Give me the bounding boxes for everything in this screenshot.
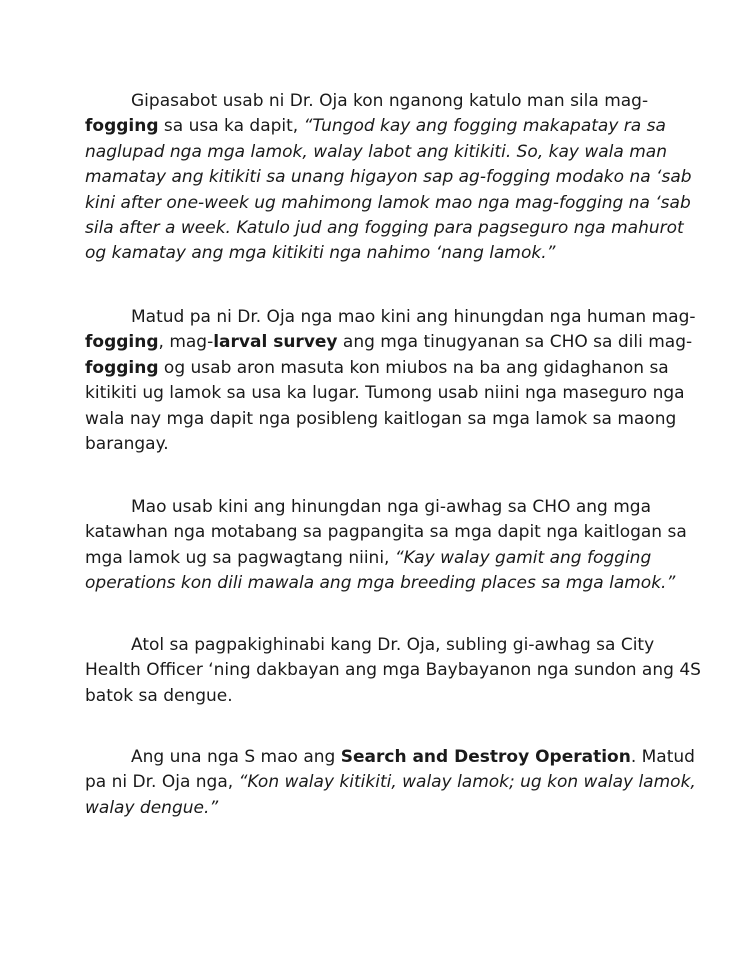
- line: [85, 241, 695, 266]
- line: [85, 114, 695, 139]
- text-run: Gipasabot usab ni Dr. Oja kon nganong katulo man sila mag-: [131, 91, 649, 111]
- line: [85, 191, 695, 216]
- bold-term: fogging: [85, 332, 159, 353]
- quote-text: naglupad nga mga lamok, walay labot ang kitikiti. So, kay wala man: [85, 141, 667, 162]
- quote-text: “Tungod kay ang fogging makapatay ra sa: [303, 116, 666, 137]
- line: [85, 356, 695, 381]
- quote-text: operations kon dili mawala ang mga breeding places sa mga lamok.”: [85, 573, 676, 594]
- text-run: Ang una nga S mao ang: [131, 747, 341, 767]
- line: [85, 684, 695, 709]
- text-run: pa ni Dr. Oja nga,: [85, 772, 239, 793]
- bold-term: larval survey: [213, 332, 338, 353]
- text-run: mga lamok ug sa pagwagtang niini,: [85, 547, 395, 568]
- quote-text: kini after one-week ug mahimong lamok mao nga mag-fogging na ‘sab: [85, 192, 691, 213]
- bold-term: fogging: [85, 357, 159, 378]
- line: [85, 633, 695, 658]
- bold-term: fogging: [85, 116, 159, 137]
- text-run: Health Officer ‘ning dakbayan ang mga Baybayanon nga sundon ang 4S: [85, 660, 701, 681]
- text-run: ang mga tinugyanan sa CHO sa dili mag-: [337, 332, 693, 353]
- line: [85, 305, 695, 330]
- line: [85, 520, 695, 545]
- text-run: kitikiti ug lamok sa usa ka lugar. Tumong usab niini nga maseguro nga: [85, 383, 685, 404]
- line: [85, 381, 695, 406]
- quote-text: og kamatay ang mga kitikiti nga nahimo ‘nang lamok.”: [85, 243, 556, 264]
- line: [85, 330, 695, 355]
- paragraph-2: [85, 305, 695, 457]
- line: [85, 770, 695, 795]
- line: [85, 165, 695, 190]
- text-run: wala nay mga dapit nga posibleng kaitlogan sa mga lamok sa maong: [85, 408, 677, 429]
- quote-text: “Kay walay gamit ang fogging: [394, 547, 652, 568]
- line: [85, 407, 695, 432]
- text-run: sa usa ka dapit,: [158, 116, 304, 137]
- text-run: . Matud: [630, 747, 695, 767]
- text-run: katawhan nga motabang sa pagpangita sa mga dapit nga kaitlogan sa: [85, 522, 687, 543]
- line: [85, 140, 695, 165]
- line: [85, 658, 701, 683]
- text-run: og usab aron masuta kon miubos na ba ang gidaghanon sa: [158, 357, 669, 378]
- line: [85, 796, 695, 821]
- line: [85, 571, 695, 596]
- line: [85, 495, 695, 520]
- text-run: , mag-: [158, 332, 214, 353]
- line: [85, 216, 695, 241]
- text-run: batok sa dengue.: [85, 685, 233, 706]
- paragraph-1: [85, 89, 695, 267]
- quote-text: “Kon walay kitikiti, walay lamok; ug kon walay lamok,: [238, 772, 696, 793]
- line: [85, 745, 695, 770]
- text-run: Mao usab kini ang hinungdan nga gi-awhag sa CHO ang mga: [131, 497, 652, 517]
- bold-term: Search and Destroy Operation: [340, 747, 631, 767]
- text-run: Matud pa ni Dr. Oja nga mao kini ang hinungdan nga human mag-: [131, 307, 696, 327]
- text-run: barangay.: [85, 434, 169, 455]
- line: [85, 432, 695, 457]
- quote-text: mamatay ang kitikiti sa unang higayon sap ag-fogging modako na ‘sab: [85, 167, 692, 188]
- line: [85, 89, 695, 114]
- paragraph-3: [85, 495, 695, 597]
- paragraph-4: [85, 633, 701, 709]
- text-run: Atol sa pagpakighinabi kang Dr. Oja, subling gi-awhag sa City: [131, 635, 655, 655]
- quote-text: walay dengue.”: [85, 797, 219, 818]
- line: [85, 546, 695, 571]
- quote-text: sila after a week. Katulo jud ang fogging para pagseguro nga mahurot: [85, 218, 684, 239]
- paragraph-5: [85, 745, 695, 821]
